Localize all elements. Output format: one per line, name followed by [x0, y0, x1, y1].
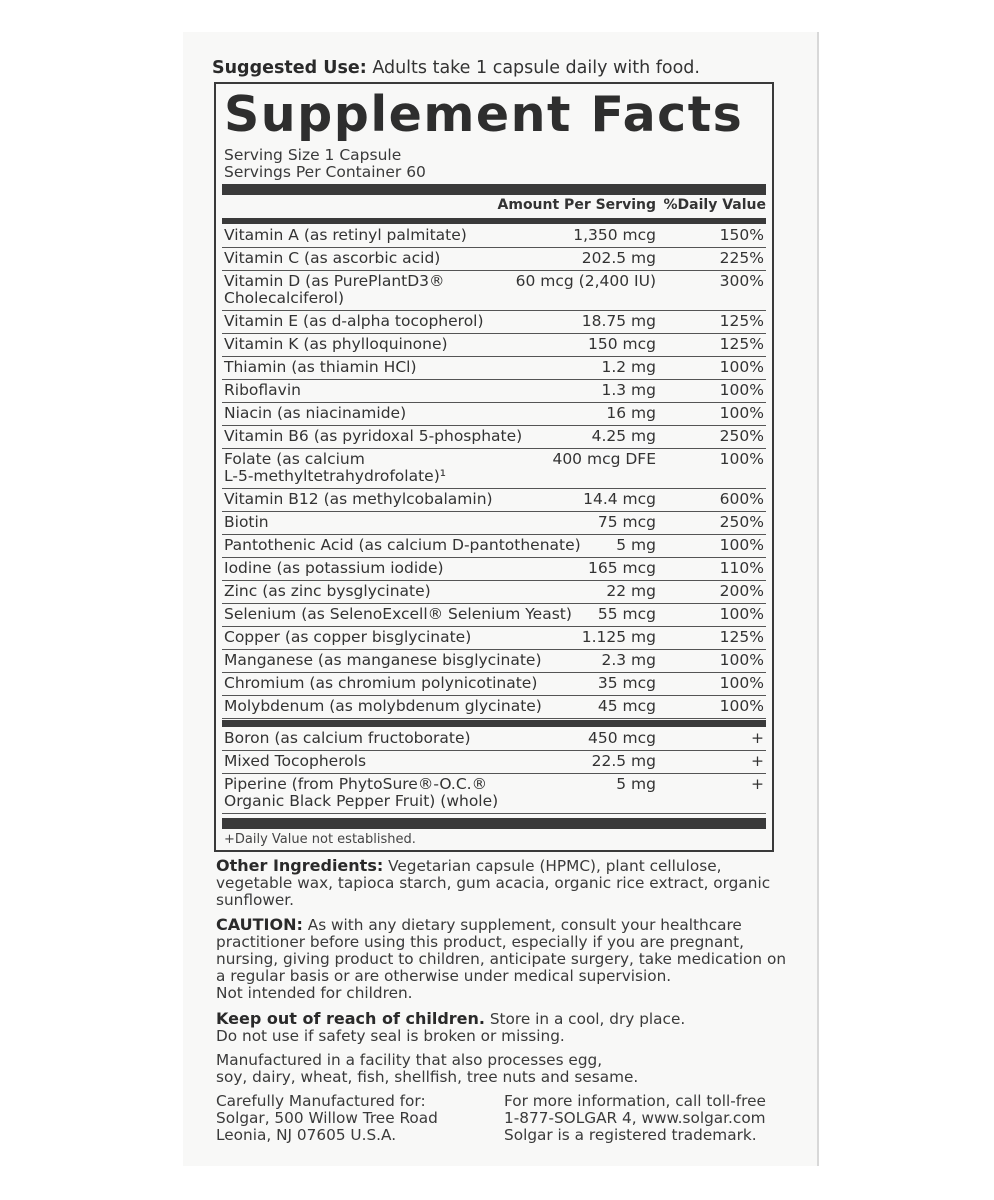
nutrient-daily-value: 100%: [719, 605, 764, 623]
nutrient-amount: 1.3 mg: [601, 381, 656, 399]
nutrient-row: [222, 535, 766, 558]
nutrient-name: Chromium (as chromium polynicotinate): [224, 674, 538, 692]
nutrient-row: [222, 604, 766, 627]
nutrient-name: Piperine (from PhytoSure®-O.C.® Organic Black Pepper Fruit) (whole): [224, 775, 499, 810]
nutrient-name: Vitamin C (as ascorbic acid): [224, 249, 441, 267]
nutrient-name: Selenium (as SelenoExcell® Selenium Yeast): [224, 605, 572, 623]
nutrient-row: [222, 489, 766, 512]
nutrient-amount: 18.75 mg: [581, 312, 656, 330]
nutrient-daily-value: 200%: [719, 582, 764, 600]
nutrient-amount: 14.4 mcg: [583, 490, 656, 508]
nutrient-name: Mixed Tocopherols: [224, 752, 367, 770]
nutrient-daily-value: 600%: [719, 490, 764, 508]
nutrient-row: [222, 271, 766, 311]
other-ingredients-label: Other Ingredients:: [216, 856, 384, 875]
nutrient-amount: 5 mg: [616, 775, 656, 793]
nutrient-daily-value: 100%: [719, 697, 764, 715]
suggested-use-text: Adults take 1 capsule daily with food.: [366, 58, 700, 78]
nutrient-amount: 75 mcg: [597, 513, 656, 531]
nutrient-row: [222, 248, 766, 271]
caution-label: CAUTION:: [216, 915, 303, 934]
nutrient-row: [222, 311, 766, 334]
nutrient-amount: 16 mg: [606, 404, 656, 422]
nutrient-daily-value: 125%: [719, 312, 764, 330]
thick-rule-other: [222, 720, 766, 727]
nutrient-row: [222, 774, 766, 814]
nutrient-daily-value: 125%: [719, 335, 764, 353]
thick-rule-bottom: [222, 818, 766, 829]
nutrient-daily-value: 100%: [719, 404, 764, 422]
nutrient-row: [222, 558, 766, 581]
nutrient-row: [222, 449, 766, 489]
supplement-facts-box: [214, 82, 774, 852]
nutrient-amount: 400 mcg DFE: [552, 450, 656, 468]
nutrient-daily-value: 300%: [719, 272, 764, 290]
nutrient-daily-value: 100%: [719, 358, 764, 376]
nutrient-amount: 60 mcg (2,400 IU): [515, 272, 656, 290]
nutrient-amount: 1.2 mg: [601, 358, 656, 376]
nutrient-row: [222, 751, 766, 774]
keep-out-label: Keep out of reach of children.: [216, 1009, 485, 1028]
nutrient-row: [222, 673, 766, 696]
caution: [216, 916, 786, 1002]
dv-footnote: +Daily Value not established.: [224, 832, 416, 847]
nutrient-row: [222, 696, 766, 719]
nutrient-row: [222, 512, 766, 535]
other-ingredients-text: Vegetarian capsule (HPMC), plant cellulose, vegetable wax, tapioca starch, gum acacia, organic rice extract, organic sunflower.: [216, 857, 771, 909]
facts-title: Supplement Facts: [224, 86, 744, 143]
nutrient-amount: 55 mcg: [597, 605, 656, 623]
nutrient-daily-value: 250%: [719, 427, 764, 445]
nutrient-daily-value: +: [751, 729, 764, 747]
nutrient-amount: 150 mcg: [588, 335, 656, 353]
nutrient-name: Thiamin (as thiamin HCl): [224, 358, 417, 376]
manufacturer-info: Carefully Manufactured for: Solgar, 500 Willow Tree Road Leonia, NJ 07605 U.S.A.: [216, 1092, 438, 1144]
nutrient-name: Iodine (as potassium iodide): [224, 559, 444, 577]
nutrient-daily-value: +: [751, 775, 764, 793]
nutrient-amount: 45 mcg: [597, 697, 656, 715]
nutrient-name: Vitamin K (as phylloquinone): [224, 335, 448, 353]
nutrient-daily-value: 125%: [719, 628, 764, 646]
nutrient-row: [222, 403, 766, 426]
nutrient-amount: 4.25 mg: [591, 427, 656, 445]
nutrient-daily-value: 100%: [719, 381, 764, 399]
suggested-use-label: Suggested Use:: [212, 58, 367, 78]
nutrient-name: Copper (as copper bisglycinate): [224, 628, 472, 646]
nutrient-amount: 2.3 mg: [601, 651, 656, 669]
nutrient-amount: 22.5 mg: [591, 752, 656, 770]
nutrient-amount: 165 mcg: [588, 559, 656, 577]
contact-info: For more information, call toll-free 1-877-SOLGAR 4, www.solgar.com Solgar is a registered trademark.: [504, 1092, 766, 1144]
nutrient-name: Molybdenum (as molybdenum glycinate): [224, 697, 542, 715]
nutrient-name: Boron (as calcium fructoborate): [224, 729, 471, 747]
caution-text: As with any dietary supplement, consult your healthcare practitioner before using this product, especially if you are pregnant, nursing, giving product to children, anticipate surgery, take medication on a regular basis or are otherwise under medical supervision.: [216, 916, 787, 985]
allergen-statement: Manufactured in a facility that also processes egg, soy, dairy, wheat, fish, shellfish, tree nuts and sesame.: [216, 1051, 639, 1086]
nutrient-amount: 22 mg: [606, 582, 656, 600]
nutrient-row: [222, 728, 766, 751]
col-head-amount: Amount Per Serving: [497, 197, 656, 213]
nutrient-name: Zinc (as zinc bysglycinate): [224, 582, 431, 600]
nutrient-row: [222, 627, 766, 650]
nutrient-name: Pantothenic Acid (as calcium D-pantothenate): [224, 536, 581, 554]
nutrient-name: Manganese (as manganese bisglycinate): [224, 651, 542, 669]
nutrient-daily-value: 250%: [719, 513, 764, 531]
nutrient-daily-value: 100%: [719, 536, 764, 554]
nutrient-row: [222, 581, 766, 604]
nutrient-row: [222, 426, 766, 449]
thick-rule-top: [222, 184, 766, 195]
suggested-use: [212, 58, 700, 78]
nutrient-daily-value: 225%: [719, 249, 764, 267]
nutrient-name: Vitamin D (as PurePlantD3® Cholecalciferol): [224, 272, 445, 307]
nutrient-name: Vitamin B12 (as methylcobalamin): [224, 490, 493, 508]
nutrient-daily-value: +: [751, 752, 764, 770]
keep-out-text: Store in a cool, dry place.: [484, 1010, 686, 1028]
nutrient-row: [222, 225, 766, 248]
caution-extra: Not intended for children.: [216, 984, 413, 1002]
nutrient-name: Vitamin A (as retinyl palmitate): [224, 226, 467, 244]
serving-size: Serving Size 1 Capsule: [224, 146, 402, 164]
keep-out-extra: Do not use if safety seal is broken or missing.: [216, 1027, 565, 1045]
nutrient-amount: 450 mcg: [588, 729, 656, 747]
nutrient-name: Vitamin E (as d-alpha tocopherol): [224, 312, 484, 330]
nutrient-amount: 5 mg: [616, 536, 656, 554]
nutrient-name: Biotin: [224, 513, 269, 531]
nutrient-daily-value: 150%: [719, 226, 764, 244]
thick-rule-mid: [222, 218, 766, 224]
nutrient-daily-value: 100%: [719, 450, 764, 468]
nutrient-daily-value: 110%: [719, 559, 764, 577]
other-ingredients: [216, 857, 786, 909]
keep-out-of-reach: [216, 1010, 786, 1045]
nutrient-name: Vitamin B6 (as pyridoxal 5-phosphate): [224, 427, 523, 445]
nutrient-name: Niacin (as niacinamide): [224, 404, 407, 422]
nutrient-name: Folate (as calcium L-5-methyltetrahydrofolate)¹: [224, 450, 446, 485]
nutrient-daily-value: 100%: [719, 674, 764, 692]
nutrient-row: [222, 357, 766, 380]
nutrient-amount: 35 mcg: [597, 674, 656, 692]
nutrient-row: [222, 650, 766, 673]
col-head-dv: %Daily Value: [663, 197, 766, 213]
nutrient-name: Riboflavin: [224, 381, 301, 399]
nutrient-amount: 1.125 mg: [581, 628, 656, 646]
servings-per-container: Servings Per Container 60: [224, 163, 426, 181]
nutrient-amount: 202.5 mg: [581, 249, 656, 267]
nutrient-daily-value: 100%: [719, 651, 764, 669]
nutrient-row: [222, 380, 766, 403]
nutrient-row: [222, 334, 766, 357]
nutrient-amount: 1,350 mcg: [573, 226, 656, 244]
